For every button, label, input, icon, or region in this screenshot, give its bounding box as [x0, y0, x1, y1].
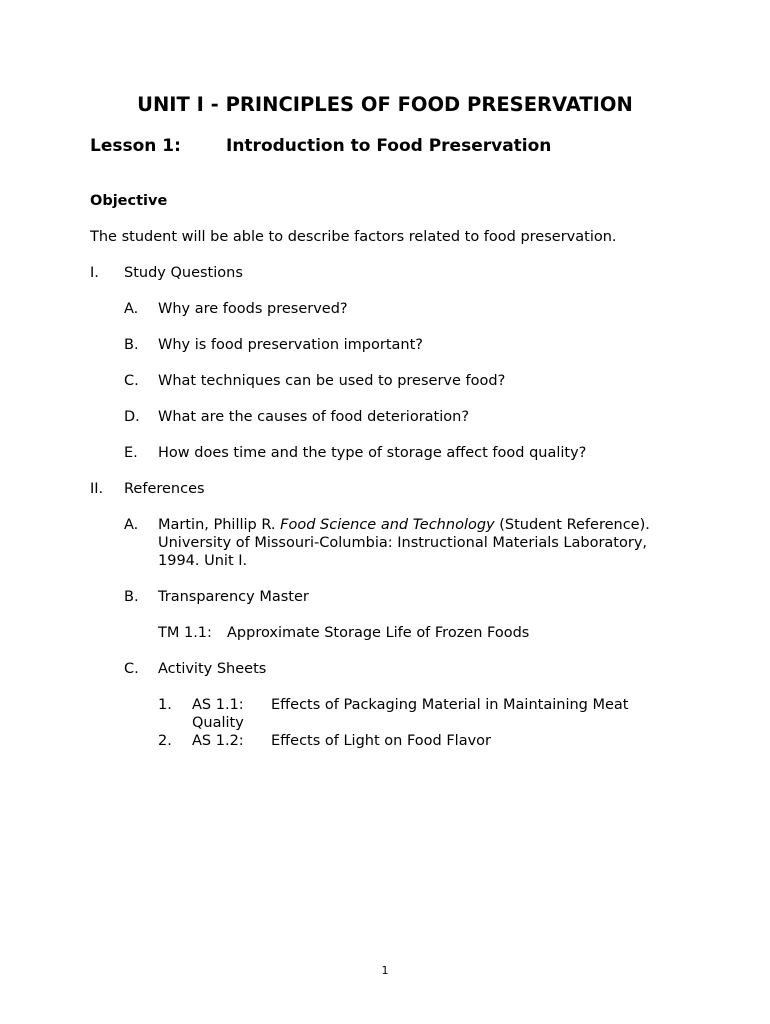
section-numeral: II.: [90, 481, 104, 497]
reference-citation-line-1: [158, 516, 650, 534]
activity-sheet-code: AS 1.2:: [192, 733, 244, 749]
reference-author: Martin, Phillip R.: [158, 517, 276, 533]
transparency-master-heading: Transparency Master: [158, 589, 309, 605]
reference-citation-line-3: 1994. Unit I.: [158, 553, 248, 569]
section-title-references: References: [124, 481, 205, 497]
activity-sheet-number: 1.: [158, 697, 172, 713]
activity-sheet-number: 2.: [158, 733, 172, 749]
list-item-letter: A.: [124, 301, 139, 317]
unit-title: UNIT I - PRINCIPLES OF FOOD PRESERVATION: [137, 93, 633, 116]
reference-citation-line-2: University of Missouri-Columbia: Instructional Materials Laboratory,: [158, 535, 648, 551]
reference-book-title: Food Science and Technology: [280, 517, 495, 533]
activity-sheet-title: Effects of Light on Food Flavor: [271, 733, 491, 749]
lesson-label: Lesson 1:: [90, 136, 181, 156]
transparency-title: Approximate Storage Life of Frozen Foods: [227, 625, 530, 641]
objective-heading: Objective: [90, 193, 168, 209]
study-question: What techniques can be used to preserve food?: [158, 373, 506, 389]
study-question: Why is food preservation important?: [158, 337, 423, 353]
list-item-letter: E.: [124, 445, 138, 461]
list-item-letter: B.: [124, 589, 139, 605]
lesson-title: Introduction to Food Preservation: [226, 136, 552, 156]
page-number: 1: [381, 964, 389, 977]
activity-sheet-title: Effects of Packaging Material in Maintaining Meat: [271, 697, 629, 713]
list-item-letter: C.: [124, 373, 139, 389]
study-question: How does time and the type of storage affect food quality?: [158, 445, 587, 461]
list-item-letter: B.: [124, 337, 139, 353]
activity-sheet-title-continued: Quality: [192, 715, 244, 731]
list-item-letter: C.: [124, 661, 139, 677]
list-item-letter: A.: [124, 517, 139, 533]
transparency-code: TM 1.1:: [158, 625, 212, 641]
study-question: Why are foods preserved?: [158, 301, 348, 317]
objective-text: The student will be able to describe factors related to food preservation.: [90, 229, 617, 245]
reference-note: (Student Reference).: [499, 517, 650, 533]
section-numeral: I.: [90, 265, 99, 281]
activity-sheet-code: AS 1.1:: [192, 697, 244, 713]
list-item-letter: D.: [124, 409, 140, 425]
section-title-study-questions: Study Questions: [124, 265, 243, 281]
activity-sheets-heading: Activity Sheets: [158, 661, 267, 677]
study-question: What are the causes of food deterioration?: [158, 409, 470, 425]
